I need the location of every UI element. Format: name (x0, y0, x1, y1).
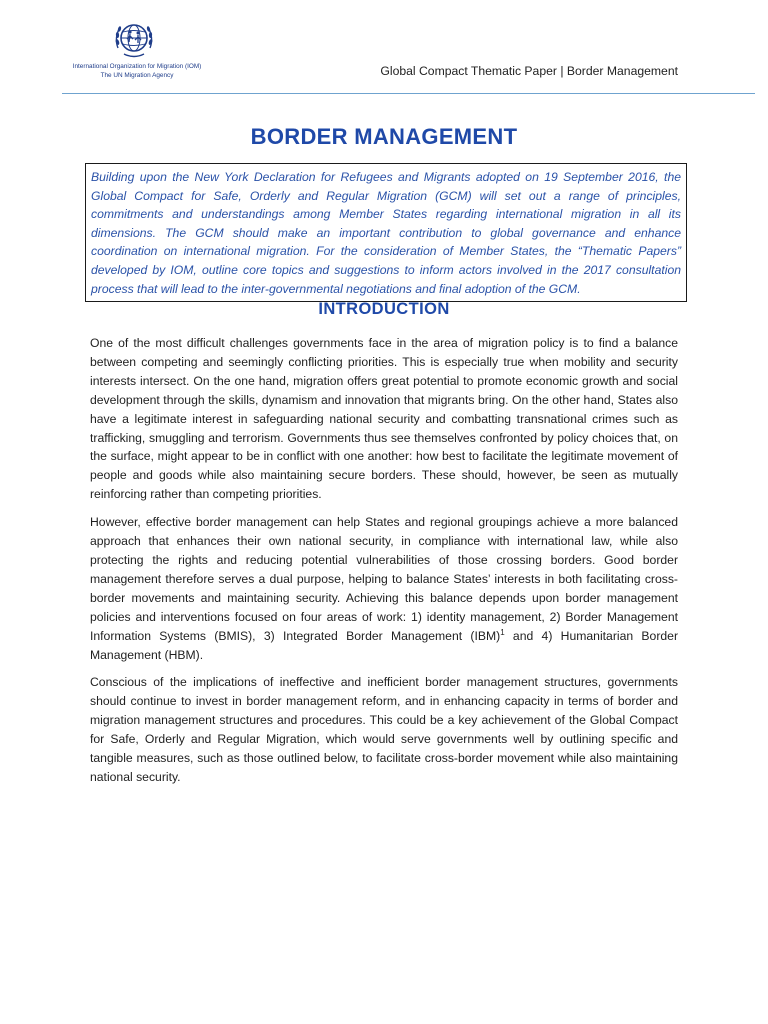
iom-logo (62, 18, 212, 88)
page-header (0, 0, 768, 96)
page-title: BORDER MANAGEMENT (250, 124, 518, 149)
running-head: Global Compact Thematic Paper | Border Management (380, 64, 678, 78)
paragraph-2 (90, 513, 678, 664)
logo-org-name: International Organization for Migration (IOM) (72, 63, 202, 70)
logo-tagline: The UN Migration Agency (100, 72, 174, 79)
paragraph-3: Conscious of the implications of ineffective and inefficient border management structures, governments should continue to invest in border management reform, and in enhancing capacity in terms of border and migration management structures and procedures. This could be a key achievement of the Global Compact for Safe, Orderly and Regular Migration, which would serve governments well by outlining specific and tangible measures, such as those outlined below, to facilitate cross-border movement while also maintaining national security. (90, 675, 678, 784)
paragraph-2-text: However, effective border management can help States and regional groupings achieve a more balanced approach that enhances their own national security, in compliance with international law, while also protecting the rights and reducing potential vulnerabilities of those crossing borders. Good border management therefore serves a dual purpose, helping to balance States’ interests in both facilitating cross-border movements and maintaining security. Achieving this balance depends upon border management policies and interventions focused on four areas of work: 1) identity management, 2) Border Management Information Systems (BMIS), 3) Integrated Border Management (IBM) (90, 515, 678, 643)
paragraph-2-text-end: and 4) Humanitarian Border Management (HBM). (90, 628, 678, 662)
body-text (90, 334, 678, 796)
iom-emblem-icon (110, 18, 158, 64)
intro-box: Building upon the New York Declaration for Refugees and Migrants adopted on 19 September 2016, the Global Compact for Safe, Orderly and Regular Migration (GCM) will set out a range of principles, commitments and understandings among Member States regarding international migration in all its dimensions. The GCM should make an important contribution to global governance and enhance coordination on international migration. For the consideration of Member States, the “Thematic Papers” developed by IOM, outline core topics and suggestions to inform actors involved in the 2017 consultation process that will lead to the inter-governmental negotiations and final adoption of the GCM. (85, 163, 687, 302)
footnote-reference[interactable]: 1 (500, 627, 505, 637)
paragraph-1: One of the most difficult challenges governments face in the area of migration policy is to find a balance between competing and seemingly conflicting priorities. This is especially true when mobility and security interests intersect. On the one hand, migration offers great potential to promote economic growth and social development through the skills, dynamism and innovation that migrants bring. On the other hand, States also have a legitimate interest in safeguarding national security and combatting transnational crimes such as trafficking, smuggling and terrorism. Governments thus see themselves confronted by policy choices that, on the surface, might appear to be in conflict with one another: how best to facilitate the legitimate movement of people and goods while also maintaining secure borders. These should, however, be seen as mutually reinforcing rather than competing priorities. (90, 336, 678, 502)
section-heading-introduction: INTRODUCTION (318, 300, 450, 318)
header-divider (62, 93, 755, 94)
